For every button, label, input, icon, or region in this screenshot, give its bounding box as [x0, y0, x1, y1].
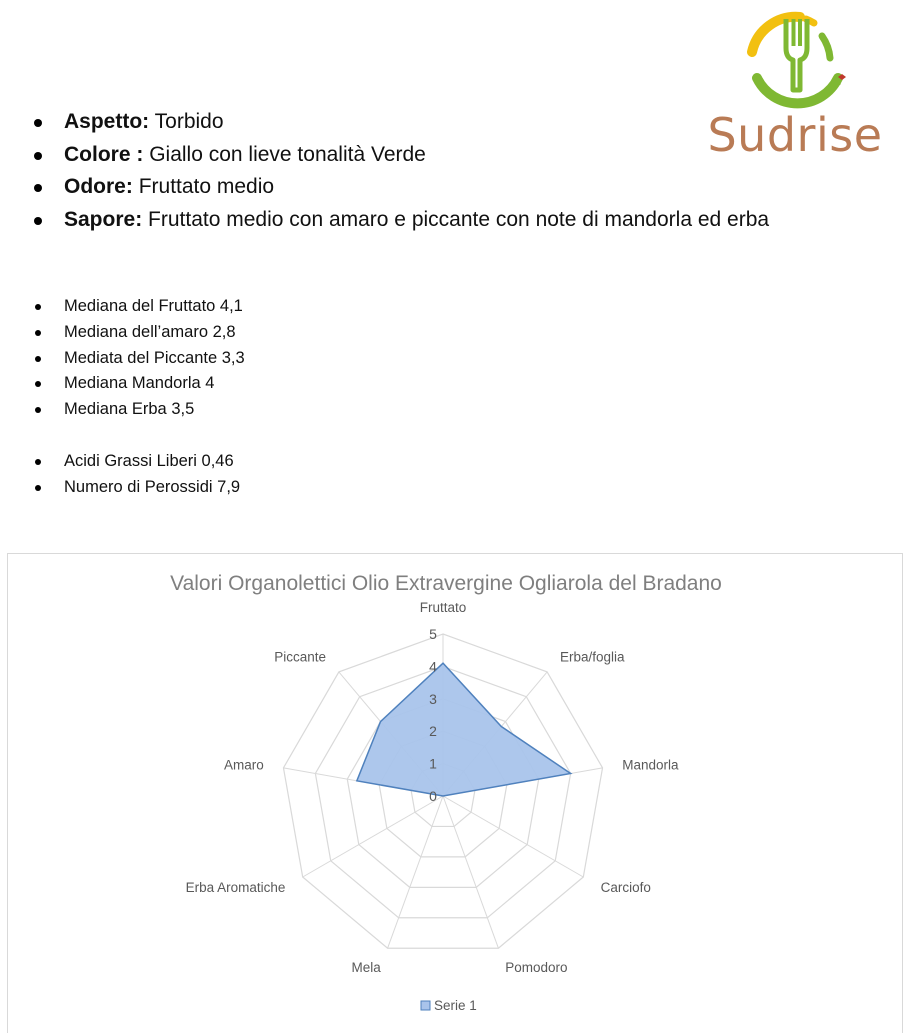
- medians-list: [30, 294, 245, 423]
- category-label: Amaro: [223, 757, 264, 773]
- category-label: Piccante: [274, 649, 327, 665]
- list-item: Mediana Mandorla 4: [30, 371, 245, 397]
- list-item: Aspetto: Torbido: [30, 106, 769, 139]
- axis-tick-label: 3: [429, 690, 437, 707]
- chart-title: Valori Organolettici Olio Extravergine Ogliarola del Bradano: [170, 572, 722, 595]
- radar-chart: [7, 553, 903, 1033]
- properties-list: [30, 106, 769, 236]
- axis-tick-label: 1: [429, 755, 437, 772]
- category-label: Mela: [351, 960, 381, 976]
- fork-plate-icon: [690, 4, 900, 114]
- list-item: Mediana Erba 3,5: [30, 397, 245, 423]
- category-label: Fruttato: [419, 600, 467, 615]
- brand-name: Sudrise: [707, 108, 883, 162]
- grid-spoke: [303, 796, 443, 877]
- list-item: Colore : Giallo con lieve tonalità Verde: [30, 139, 769, 172]
- legend-swatch: [421, 1001, 430, 1010]
- list-item: Acidi Grassi Liberi 0,46: [30, 449, 240, 475]
- axis-tick-label: 2: [429, 723, 437, 740]
- category-label: Erba Aromatiche: [185, 880, 286, 895]
- axis-tick-label: 5: [429, 626, 437, 642]
- grid-spoke: [443, 796, 498, 948]
- list-item: Mediana dell’amaro 2,8: [30, 320, 245, 346]
- list-item: Mediana del Fruttato 4,1: [30, 294, 245, 320]
- series-area: [357, 663, 571, 796]
- category-label: Mandorla: [622, 757, 679, 773]
- list-item: Sapore: Fruttato medio con amaro e piccante con note di mandorla ed erba: [30, 204, 769, 237]
- axis-tick-label: 0: [429, 788, 437, 804]
- list-item: Mediata del Piccante 3,3: [30, 346, 245, 372]
- list-item: Numero di Perossidi 7,9: [30, 475, 240, 501]
- radar-chart-svg: [8, 554, 904, 1025]
- category-label: Erba/foglia: [559, 649, 625, 665]
- acids-list: [30, 449, 240, 501]
- category-label: Pomodoro: [505, 960, 568, 976]
- legend-label: Serie 1: [434, 998, 477, 1013]
- category-label: Carciofo: [600, 880, 651, 895]
- grid-spoke: [443, 796, 583, 877]
- axis-tick-label: 4: [429, 658, 437, 675]
- list-item: Odore: Fruttato medio: [30, 171, 769, 204]
- grid-spoke: [388, 796, 443, 948]
